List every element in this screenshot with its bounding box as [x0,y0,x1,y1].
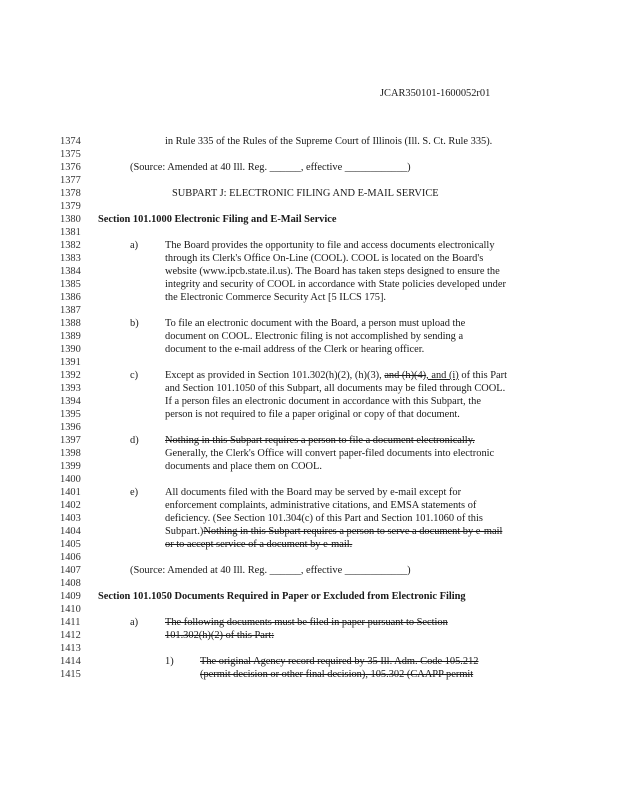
line-number: 1376 [60,162,81,173]
deleted-text: 101.302(h)(2) of this Part: [165,630,275,641]
source-note: (Source: Amended at 40 Ill. Reg. ______, effective ____________) [130,162,411,173]
line-number: 1380 [60,214,81,225]
text-line-amended [165,370,507,382]
line-number: 1414 [60,656,81,667]
text-line: document on COOL. Electronic filing is not accomplished by sending a [165,331,464,342]
text-line: Generally, the Clerk's Office will convert paper-filed documents into electronic [165,448,495,459]
text-line-amended [165,526,502,538]
text-line: All documents filed with the Board may be served by e-mail except for [165,487,462,498]
line-number: 1396 [60,422,81,433]
text-line: through its Clerk's Office On-Line (COOL). COOL is located on the Board's [165,253,484,264]
text-line: integrity and security of COOL in accordance with State policies developed under [165,279,506,290]
line-number: 1395 [60,409,81,420]
deleted-text: and (h)(4) [384,370,427,381]
deleted-text: The following documents must be filed in paper pursuant to Section [165,617,448,628]
line-number: 1404 [60,526,81,537]
text-span: Except as provided in Section 101.302(h)(2), (h)(3), [165,370,382,381]
line-number: 1392 [60,370,81,381]
text-line: in Rule 335 of the Rules of the Supreme Court of Illinois (Ill. S. Ct. Rule 335). [165,136,493,147]
line-number: 1409 [60,591,81,602]
line-number: 1374 [60,136,81,147]
line-number: 1383 [60,253,81,264]
text-line: and Section 101.1050 of this Subpart, all documents may be filed through COOL. [165,383,506,394]
section-heading: Section 101.1000 Electronic Filing and E-Mail Service [98,214,337,225]
item-label-a: a) [130,240,139,251]
line-number: 1375 [60,149,81,160]
line-number: 1387 [60,305,81,316]
text-line: enforcement complaints, administrative citations, and EMSA statements of [165,500,477,511]
line-number: 1390 [60,344,81,355]
text-line: To file an electronic document with the Board, a person must upload the [165,318,466,329]
line-number: 1398 [60,448,81,459]
line-number: 1394 [60,396,81,407]
deleted-text: Nothing in this Subpart requires a person to file a document electronically. [165,435,475,446]
line-number: 1405 [60,539,81,550]
line-number: 1399 [60,461,81,472]
text-line: documents and place them on COOL. [165,461,322,472]
line-number: 1400 [60,474,81,485]
line-number: 1391 [60,357,81,368]
inserted-text: , and (i) [426,370,459,381]
text-line: person is not required to file a paper original or copy of that document. [165,409,460,420]
line-number: 1377 [60,175,81,186]
line-number: 1393 [60,383,81,394]
document-id: JCAR350101-1600052r01 [380,88,491,99]
line-number: 1411 [60,617,81,628]
text-line: deficiency. (See Section 101.304(c) of this Part and Section 101.1060 of this [165,513,483,524]
line-number: 1402 [60,500,81,511]
text-line: document to the e-mail address of the Clerk or hearing officer. [165,344,425,355]
line-number: 1412 [60,630,81,641]
text-span: Subpart.) [165,526,204,537]
line-number: 1389 [60,331,81,342]
source-note: (Source: Amended at 40 Ill. Reg. ______, effective ____________) [130,565,411,576]
line-number: 1382 [60,240,81,251]
line-number: 1408 [60,578,81,589]
subpart-heading: SUBPART J: ELECTRONIC FILING AND E-MAIL SERVICE [172,188,439,199]
line-number: 1415 [60,669,81,680]
line-number: 1406 [60,552,81,563]
line-number: 1413 [60,643,81,654]
text-line: website (www.ipcb.state.il.us). The Board has taken steps designed to ensure the [165,266,500,277]
line-number: 1403 [60,513,81,524]
deleted-text: The original Agency record required by 35 Ill. Adm. Code 105.212 [200,656,479,667]
line-number: 1401 [60,487,81,498]
item-label-d: d) [130,435,139,446]
line-number: 1388 [60,318,81,329]
deleted-text: or to accept service of a document by e-mail. [165,539,353,550]
deleted-text: (permit decision or other final decision), 105.302 (CAAPP permit [200,669,474,680]
item-label-a: a) [130,617,139,628]
item-label-c: c) [130,370,139,381]
text-line: The Board provides the opportunity to file and access documents electronically [165,240,495,251]
line-number: 1410 [60,604,81,615]
deleted-text: Nothing in this Subpart requires a person to serve a document by e-mail [203,526,503,537]
item-label-1: 1) [165,656,174,667]
section-heading: Section 101.1050 Documents Required in Paper or Excluded from Electronic Filing [98,591,466,602]
line-number: 1385 [60,279,81,290]
line-number: 1397 [60,435,81,446]
line-number: 1386 [60,292,81,303]
line-number: 1378 [60,188,81,199]
text-line: If a person files an electronic document in accordance with this Subpart, the [165,396,481,407]
text-span: of this Part [461,370,507,381]
text-line: the Electronic Commerce Security Act [5 ILCS 175]. [165,292,387,303]
line-number: 1407 [60,565,81,576]
line-number: 1381 [60,227,81,238]
item-label-b: b) [130,318,139,329]
line-number: 1379 [60,201,81,212]
line-number: 1384 [60,266,81,277]
item-label-e: e) [130,487,139,498]
